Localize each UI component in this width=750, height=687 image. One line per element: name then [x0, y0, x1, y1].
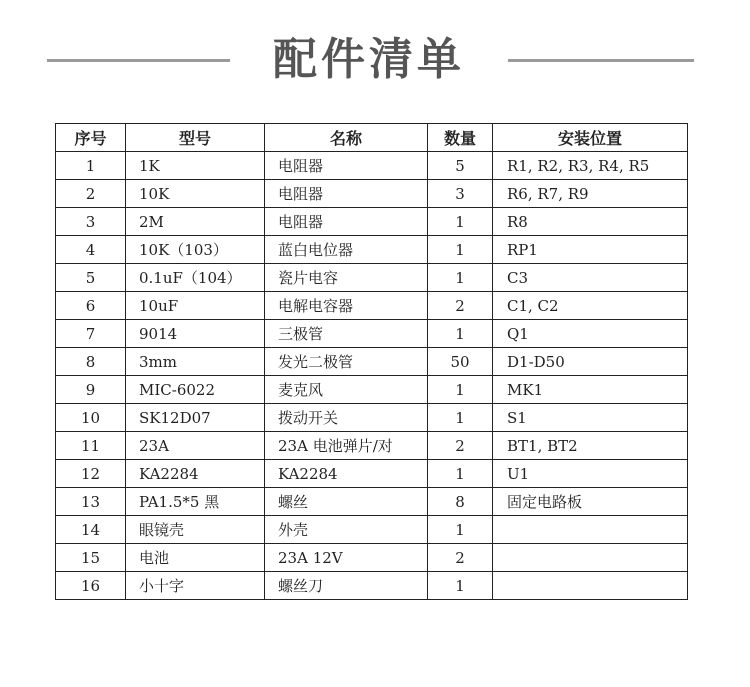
cell-name: 电阻器: [265, 180, 428, 208]
cell-model: 1K: [126, 152, 265, 180]
cell-model: 小十字: [126, 572, 265, 600]
cell-position: [493, 544, 688, 572]
cell-model: 0.1uF（104）: [126, 264, 265, 292]
cell-model: 眼镜壳: [126, 516, 265, 544]
cell-position: C3: [493, 264, 688, 292]
table-row: [56, 348, 688, 376]
cell-index: 15: [56, 544, 126, 572]
cell-name: 瓷片电容: [265, 264, 428, 292]
cell-name: 电解电容器: [265, 292, 428, 320]
table-row: [56, 544, 688, 572]
cell-model: KA2284: [126, 460, 265, 488]
title-divider-right: [508, 59, 694, 62]
table-row: [56, 488, 688, 516]
title-divider-left: [47, 59, 230, 62]
cell-model: 10uF: [126, 292, 265, 320]
table-row: [56, 376, 688, 404]
column-header-index: 序号: [56, 124, 126, 152]
cell-index: 7: [56, 320, 126, 348]
cell-model: 2M: [126, 208, 265, 236]
column-header-name: 名称: [265, 124, 428, 152]
cell-quantity: 1: [428, 404, 493, 432]
page-title: 配件清单: [273, 34, 465, 85]
table-row: [56, 292, 688, 320]
cell-position: U1: [493, 460, 688, 488]
cell-index: 9: [56, 376, 126, 404]
cell-model: 9014: [126, 320, 265, 348]
parts-list-table: [55, 123, 688, 600]
cell-index: 3: [56, 208, 126, 236]
table-row: [56, 460, 688, 488]
cell-position: MK1: [493, 376, 688, 404]
cell-position: RP1: [493, 236, 688, 264]
cell-index: 12: [56, 460, 126, 488]
cell-model: 电池: [126, 544, 265, 572]
cell-name: 电阻器: [265, 208, 428, 236]
table-row: [56, 152, 688, 180]
cell-model: SK12D07: [126, 404, 265, 432]
table-row: [56, 264, 688, 292]
table-row: [56, 432, 688, 460]
table-row: [56, 236, 688, 264]
cell-quantity: 5: [428, 152, 493, 180]
cell-quantity: 1: [428, 460, 493, 488]
cell-position: Q1: [493, 320, 688, 348]
cell-index: 11: [56, 432, 126, 460]
cell-quantity: 1: [428, 264, 493, 292]
title-bar: [0, 30, 750, 90]
cell-name: KA2284: [265, 460, 428, 488]
table-body: [56, 152, 688, 600]
cell-model: 10K: [126, 180, 265, 208]
cell-index: 13: [56, 488, 126, 516]
column-header-quantity: 数量: [428, 124, 493, 152]
cell-position: [493, 516, 688, 544]
cell-position: R6, R7, R9: [493, 180, 688, 208]
column-header-model: 型号: [126, 124, 265, 152]
column-header-position: 安装位置: [493, 124, 688, 152]
cell-name: 23A 12V: [265, 544, 428, 572]
cell-name: 螺丝: [265, 488, 428, 516]
cell-model: 10K（103）: [126, 236, 265, 264]
cell-index: 1: [56, 152, 126, 180]
cell-name: 发光二极管: [265, 348, 428, 376]
cell-name: 螺丝刀: [265, 572, 428, 600]
cell-name: 拨动开关: [265, 404, 428, 432]
cell-index: 2: [56, 180, 126, 208]
cell-quantity: 2: [428, 432, 493, 460]
cell-name: 外壳: [265, 516, 428, 544]
cell-index: 14: [56, 516, 126, 544]
cell-position: S1: [493, 404, 688, 432]
table-header-row: [56, 124, 688, 152]
cell-position: [493, 572, 688, 600]
cell-position: BT1, BT2: [493, 432, 688, 460]
cell-position: C1, C2: [493, 292, 688, 320]
cell-name: 电阻器: [265, 152, 428, 180]
cell-quantity: 1: [428, 572, 493, 600]
cell-quantity: 50: [428, 348, 493, 376]
cell-index: 8: [56, 348, 126, 376]
table-row: [56, 404, 688, 432]
cell-position: R8: [493, 208, 688, 236]
cell-name: 蓝白电位器: [265, 236, 428, 264]
cell-model: 3mm: [126, 348, 265, 376]
cell-name: 麦克风: [265, 376, 428, 404]
table-row: [56, 572, 688, 600]
cell-position: 固定电路板: [493, 488, 688, 516]
cell-position: D1-D50: [493, 348, 688, 376]
cell-quantity: 3: [428, 180, 493, 208]
cell-model: PA1.5*5 黑: [126, 488, 265, 516]
cell-index: 5: [56, 264, 126, 292]
cell-quantity: 2: [428, 544, 493, 572]
table-row: [56, 320, 688, 348]
cell-index: 10: [56, 404, 126, 432]
cell-quantity: 1: [428, 516, 493, 544]
table-row: [56, 516, 688, 544]
cell-name: 23A 电池弹片/对: [265, 432, 428, 460]
cell-name: 三极管: [265, 320, 428, 348]
cell-quantity: 1: [428, 236, 493, 264]
table-row: [56, 208, 688, 236]
cell-quantity: 1: [428, 320, 493, 348]
cell-index: 6: [56, 292, 126, 320]
cell-model: 23A: [126, 432, 265, 460]
cell-quantity: 2: [428, 292, 493, 320]
cell-quantity: 1: [428, 376, 493, 404]
cell-quantity: 1: [428, 208, 493, 236]
cell-index: 16: [56, 572, 126, 600]
cell-model: MIC-6022: [126, 376, 265, 404]
cell-index: 4: [56, 236, 126, 264]
cell-position: R1, R2, R3, R4, R5: [493, 152, 688, 180]
table-row: [56, 180, 688, 208]
cell-quantity: 8: [428, 488, 493, 516]
